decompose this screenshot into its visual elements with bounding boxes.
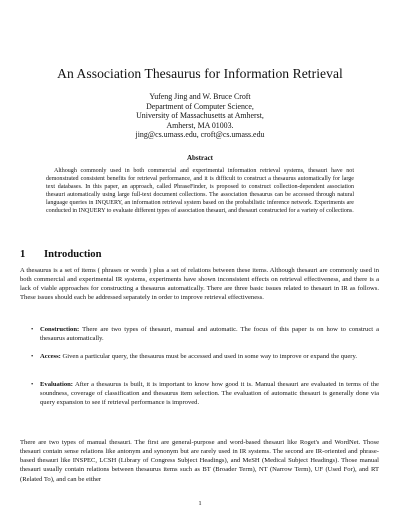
bullet-text: Given a particular query, the thesaurus must be accessed and used in some way to improve or expand the query. xyxy=(62,353,358,360)
bullet-list-item xyxy=(30,380,379,407)
author-department: Department of Computer Science, xyxy=(146,101,254,111)
page-number: 1 xyxy=(198,500,202,507)
bullet-list-item xyxy=(30,325,379,343)
bullet-icon: • xyxy=(31,353,34,360)
abstract-heading: Abstract xyxy=(186,154,214,162)
bullet-list-item xyxy=(30,352,379,361)
bullet-text: There are two types of thesauri, manual and automatic. The focus of this paper is on how to construct a thesaurus automatically. xyxy=(40,326,379,343)
intro-paragraph: A thesaurus is a set of items ( phrases or words ) plus a set of relations between these items. Although thesauri are commonly used in both commercial and experimental IR systems, experiments have shown inconsistent effects on retrieval effectiveness, and there is a lack of viable approaches for constructing a thesaurus automatically. There are three basic issues related to thesauri in IR as follows. These issues should each be addressed separately in order to improve retrieval effectiveness. xyxy=(20,267,379,302)
bullet-icon: • xyxy=(31,381,34,388)
bullet-text: After a thesaurus is built, it is important to know how good it is. Manual thesauri are evaluated in terms of the soundness, coverage of classification and thesaurus item selection. The evaluation of automatic thesauri is generally done via query expansion to see if retrieval performance is improved. xyxy=(40,381,379,407)
paper-title: An Association Thesaurus for Information Retrieval xyxy=(57,66,343,81)
bullet-icon: • xyxy=(31,326,34,333)
section-title: Introduction xyxy=(44,249,102,260)
bullet-label: Evaluation: xyxy=(40,381,73,388)
section-heading xyxy=(20,249,102,260)
author-block xyxy=(0,92,400,140)
author-university: University of Massachusetts at Amherst, xyxy=(136,111,264,121)
author-city: Amherst, MA 01003. xyxy=(166,120,234,130)
abstract-text: Although commonly used in both commercial and experimental information retrieval systems, thesauri have not demonstrated consistent benefits for retrieval performance, and it is difficult to construct a thesaurus automatically for large text databases. In this paper, an approach, called PhraseFinder, is proposed to construct collection-dependent association thesauri automatically using large full-text document collections. The association thesaurus can be accessed through natural language queries in INQUERY, an information retrieval system based on the probabilistic inference network. Experiments are conducted in INQUERY to evaluate different types of association thesauri, and thesauri constructed for a variety of collections. xyxy=(46,168,354,215)
author-names: Yufeng Jing and W. Bruce Croft xyxy=(149,92,251,101)
section-number: 1 xyxy=(20,249,26,260)
bullet-label: Access: xyxy=(40,353,61,360)
body-paragraph: There are two types of manual thesauri. The first are general-purpose and word-based thesauri like Roget's and WordNet. Those thesauri contain sense relations like antonym and synonym but are rarely used in IR systems. The second are IR-oriented and phrase-based thesauri like INSPEC, LCSH (Library of Congress Subject Headings), and MeSH (Medical Subject Headings). Those manual thesauri usually contain relations between thesaurus items such as BT (Broader Term), NT (Narrow Term), UF (Used For), and RT (Related To), and can be either xyxy=(20,439,379,483)
bullet-label: Construction: xyxy=(40,326,80,333)
author-email: jing@cs.umass.edu, croft@cs.umass.edu xyxy=(135,130,265,140)
